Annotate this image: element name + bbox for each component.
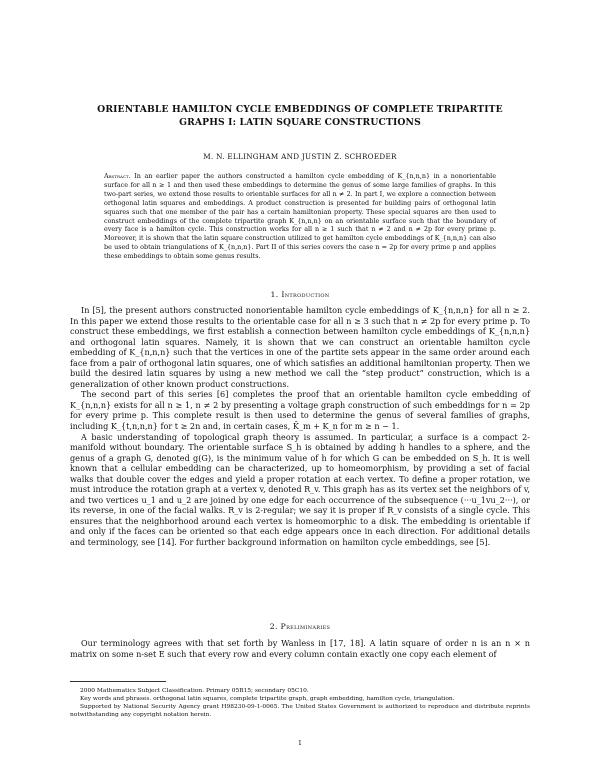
intro-paragraph-2: The second part of this series [6] completes the proof that an orientable hamilton cycle embedding of K_{n,n,n} exists for all n ≥ 1, n ≠ 2 by presenting a voltage graph construction of such embeddings for n = 2p for every prime p. This complete result is then used to determine the genus of several families of graphs, including K_{t,n,n,n} for t ≥ 2n and, in certain cases, K̄_m + K_n for m ≥ n − 1. bbox=[70, 389, 530, 432]
abstract-text: In an earlier paper the authors constructed a hamilton cycle embedding of K_{n,n,n} in a nonorientable surface for all n ≥ 1 and then used these embeddings to determine the genus of some large families of graphs. In this two-part series, we extend those results to orientable surfaces for all n ≠ 2. In part I, we explore a connection between orthogonal latin squares and embeddings. A product construction is presented for building pairs of orthogonal latin squares such that one member of the pair has a certain hamiltonian property. These special squares are then used to construct embeddings of the complete tripartite graph K_{n,n,n} on an orientable surface such that the boundary of every face is a hamilton cycle. This construction works for all n ≥ 1 such that n ≠ 2 and n ≠ 2p for every prime p. Moreover, it is shown that the latin square construction utilized to get hamilton cycle embeddings of K_{n,n,n} can also be used to obtain triangulations of K_{n,n,n}. Part II of this series covers the case n = 2p for every prime p and applies these embeddings to obtain some genus results. bbox=[104, 172, 496, 261]
page-number: 1 bbox=[297, 739, 303, 747]
authors: M. N. ELLINGHAM AND JUSTIN Z. SCHROEDER bbox=[203, 152, 397, 161]
footnote-support: Supported by National Security Agency grant H98230-09-1-0065. The United States Government is authorized to reproduce and distribute reprints notwithstanding any copyright notation herein. bbox=[70, 703, 530, 718]
footnotes bbox=[70, 688, 530, 720]
preliminaries-body bbox=[70, 638, 530, 659]
footnote-keywords: Key words and phrases. orthogonal latin squares, complete tripartite graph, graph embedding, hamilton cycle, triangulation. bbox=[80, 695, 455, 702]
intro-paragraph-3: A basic understanding of topological graph theory is assumed. In particular, a surface is a compact 2-manifold without boundary. The orientable surface S_h is obtained by adding h handles to a sphere, and the genus of a graph G, denoted g(G), is the minimum value of h for which G can be embedded on S_h. It is well known that a cellular embedding can be characterized, up to homeomorphism, by providing a set of facial walks that double cover the edges and yield a proper rotation at each vertex. To define a proper rotation, we must introduce the rotation graph at a vertex v, denoted R_v. This graph has as its vertex set the neighbors of v, and two vertices u_1 and u_2 are joined by one edge for each occurrence of the subsequence (···u_1vu_2···), or its reverse, in one of the facial walks. R_v is 2-regular; we say it is proper if R_v consists of a single cycle. This ensures that the neighborhood around each vertex is homeomorphic to a disk. The embedding is orientable if and only if the faces can be oriented so that each edge appears once in each direction. For additional details and terminology, see [14]. For further background information on hamilton cycle embeddings, see [5]. bbox=[70, 431, 530, 548]
title-line-1: ORIENTABLE HAMILTON CYCLE EMBEDDINGS OF COMPLETE TRIPARTITE bbox=[97, 104, 503, 115]
abstract-label: Abstract. bbox=[104, 172, 131, 180]
prelim-paragraph-1: Our terminology agrees with that set forth by Wanless in [17, 18]. A latin square of order n is an n × n matrix on some n-set E such that every row and every column contain exactly one copy each element of bbox=[70, 638, 530, 659]
footnote-rule bbox=[70, 681, 166, 682]
intro-paragraph-1: In [5], the present authors constructed nonorientable hamilton cycle embeddings of K_{n,n,n} for all n ≥ 2. In this paper we extend those results to the orientable case for all n ≥ 3 such that n ≠ 2p for every prime p. To construct these embeddings, we first establish a connection between hamilton cycle embeddings of K_{n,n,n} and orthogonal latin squares. Namely, it is shown that we can construct an orientable hamilton cycle embedding of K_{n,n,n} such that the vertices in one of the partite sets appear in the same order around each face from a pair of orthogonal latin squares, one of which satisfies an additional hamiltonian property. Then we build the desired latin squares by using a new method we call the “step product” construction, which is a generalization of other known product constructions. bbox=[70, 305, 530, 389]
section-heading-preliminaries: 2. Preliminaries bbox=[269, 622, 331, 631]
introduction-body bbox=[70, 305, 530, 548]
section-heading-introduction: 1. Introduction bbox=[270, 290, 330, 299]
footnote-msc: 2000 Mathematics Subject Classification. Primary 05B15; secondary 05C10. bbox=[80, 688, 309, 694]
paper-title bbox=[70, 103, 530, 129]
title-line-2: GRAPHS I: LATIN SQUARE CONSTRUCTIONS bbox=[179, 117, 421, 128]
abstract bbox=[104, 172, 496, 261]
